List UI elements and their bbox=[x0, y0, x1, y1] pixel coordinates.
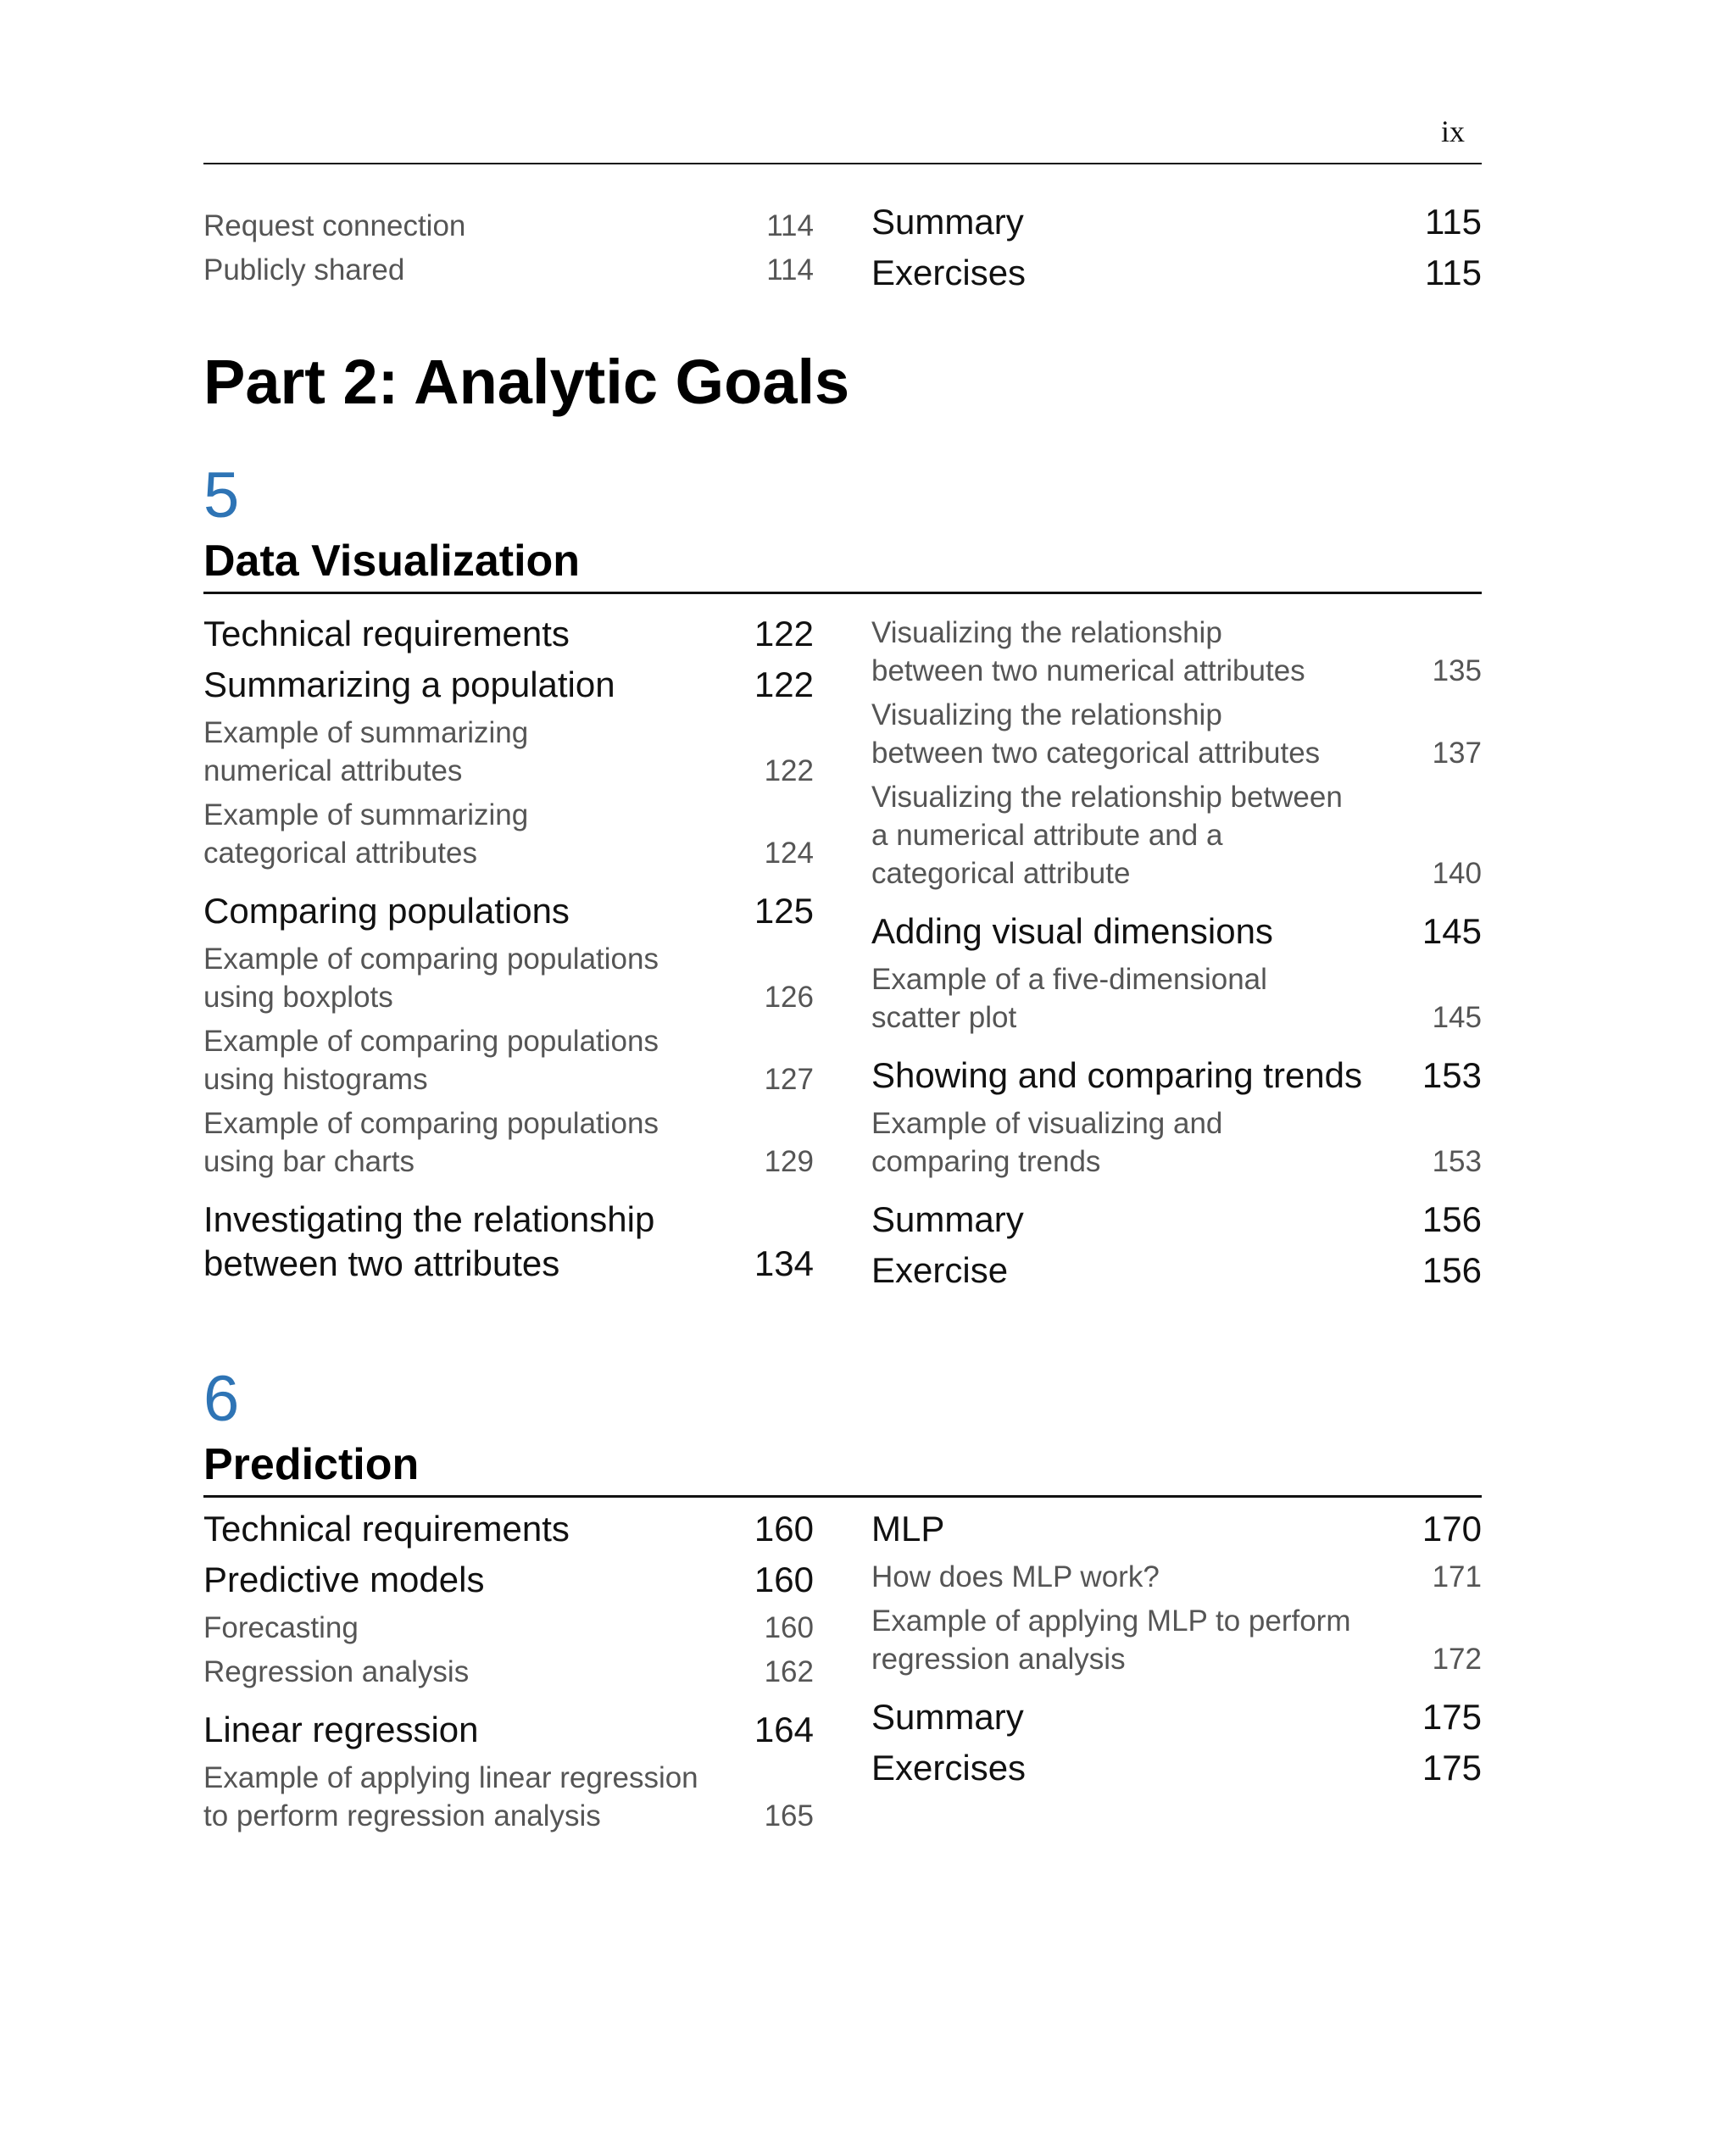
toc-entry-title: Visualizing the relationship between two categorical attributes bbox=[871, 698, 1321, 770]
toc-top-left bbox=[203, 207, 814, 295]
toc-entry bbox=[871, 200, 1482, 244]
part-title: Part 2: Analytic Goals bbox=[203, 347, 850, 417]
toc-entry bbox=[203, 251, 814, 289]
toc-entry bbox=[203, 940, 814, 1016]
toc-entry-page: 175 bbox=[1422, 1748, 1482, 1788]
toc-entry-title: Example of applying linear regression to perform regression analysis bbox=[203, 1761, 698, 1832]
toc-entry-page: 122 bbox=[754, 614, 814, 653]
toc-entry-page: 164 bbox=[754, 1710, 814, 1749]
chapter-6-toc-left bbox=[203, 1507, 814, 1841]
chapter-5-toc-left bbox=[203, 612, 814, 1293]
toc-entry-title: Exercise bbox=[871, 1250, 1009, 1290]
toc-entry-page: 145 bbox=[1432, 1001, 1482, 1034]
toc-entry-page: 153 bbox=[1422, 1055, 1482, 1095]
toc-entry-page: 122 bbox=[764, 754, 814, 787]
toc-entry-title: How does MLP work? bbox=[871, 1560, 1160, 1593]
toc-entry bbox=[203, 612, 814, 656]
toc-entry-title: Exercises bbox=[871, 253, 1027, 292]
toc-entry-title: Comparing populations bbox=[203, 891, 570, 931]
toc-entry-page: 140 bbox=[1432, 857, 1482, 890]
chapter-6-number: 6 bbox=[203, 1363, 240, 1435]
toc-entry-page: 126 bbox=[764, 981, 814, 1014]
toc-entry-page: 165 bbox=[764, 1799, 814, 1832]
toc-entry bbox=[203, 1507, 814, 1551]
toc-entry-title: Summarizing a population bbox=[203, 665, 615, 704]
toc-entry-page: 137 bbox=[1432, 737, 1482, 770]
toc-entry-page: 135 bbox=[1432, 654, 1482, 687]
toc-entry-page: 153 bbox=[1432, 1145, 1482, 1178]
toc-entry-title: Technical requirements bbox=[203, 614, 570, 653]
toc-entry-page: 175 bbox=[1422, 1697, 1482, 1737]
toc-entry-page: 124 bbox=[764, 837, 814, 870]
toc-entry-title: Visualizing the relationship between two numerical attributes bbox=[871, 616, 1305, 687]
toc-entry-title: Exercises bbox=[871, 1748, 1027, 1788]
toc-entry-page: 160 bbox=[754, 1560, 814, 1599]
toc-entry bbox=[203, 1708, 814, 1752]
toc-entry-title: Example of applying MLP to perform regression analysis bbox=[871, 1604, 1351, 1676]
toc-entry-title: MLP bbox=[871, 1509, 945, 1549]
toc-entry-page: 134 bbox=[754, 1243, 814, 1283]
toc-entry-title: Summary bbox=[871, 202, 1024, 242]
toc-entry bbox=[203, 1198, 814, 1286]
toc-entry-page: 162 bbox=[764, 1655, 814, 1688]
toc-entry-title: Showing and comparing trends bbox=[871, 1055, 1363, 1095]
toc-entry-page: 156 bbox=[1422, 1250, 1482, 1290]
toc-entry bbox=[871, 1054, 1482, 1098]
toc-entry bbox=[871, 1104, 1482, 1181]
toc-entry-page: 127 bbox=[764, 1063, 814, 1096]
toc-entry bbox=[871, 614, 1482, 690]
chapter-6-rule bbox=[203, 1495, 1482, 1498]
toc-entry bbox=[203, 1022, 814, 1098]
toc-entry bbox=[871, 778, 1482, 893]
toc-entry bbox=[871, 251, 1482, 295]
toc-entry-page: 115 bbox=[1425, 202, 1482, 242]
toc-entry bbox=[871, 1198, 1482, 1242]
toc-entry-title: Linear regression bbox=[203, 1710, 479, 1749]
toc-entry-page: 114 bbox=[766, 253, 814, 286]
toc-entry bbox=[871, 909, 1482, 954]
chapter-5-toc-right bbox=[871, 614, 1482, 1299]
toc-entry-page: 160 bbox=[754, 1509, 814, 1549]
toc-entry bbox=[871, 1507, 1482, 1551]
toc-entry-title: Publicly shared bbox=[203, 253, 405, 286]
toc-entry-page: 170 bbox=[1422, 1509, 1482, 1549]
toc-entry-page: 172 bbox=[1432, 1643, 1482, 1676]
toc-entry-page: 114 bbox=[766, 209, 814, 242]
toc-entry-page: 156 bbox=[1422, 1199, 1482, 1239]
page-number: ix bbox=[1440, 114, 1465, 148]
chapter-6-title: Prediction bbox=[203, 1440, 420, 1489]
toc-entry-page: 125 bbox=[754, 891, 814, 931]
toc-entry-title: Example of comparing populations using histograms bbox=[203, 1025, 659, 1096]
toc-entry-page: 115 bbox=[1425, 253, 1482, 292]
toc-entry-page: 122 bbox=[754, 665, 814, 704]
toc-entry bbox=[203, 714, 814, 790]
toc-entry-page: 129 bbox=[764, 1145, 814, 1178]
chapter-6-toc-right bbox=[871, 1507, 1482, 1797]
toc-entry-title: Forecasting bbox=[203, 1611, 359, 1644]
toc-entry bbox=[203, 1104, 814, 1181]
toc-entry-title: Summary bbox=[871, 1199, 1024, 1239]
toc-entry-title: Regression analysis bbox=[203, 1655, 470, 1688]
toc-entry-page: 160 bbox=[764, 1611, 814, 1644]
chapter-5-number: 5 bbox=[203, 459, 240, 531]
toc-entry-title: Example of comparing populations using bar charts bbox=[203, 1107, 659, 1178]
toc-entry-page: 145 bbox=[1422, 911, 1482, 951]
toc-entry-title: Example of visualizing and comparing trends bbox=[871, 1107, 1223, 1178]
toc-entry bbox=[871, 1602, 1482, 1678]
toc-entry-title: Investigating the relationship between two attributes bbox=[203, 1199, 655, 1283]
toc-top-right bbox=[871, 200, 1482, 302]
header-rule bbox=[203, 163, 1482, 164]
toc-entry bbox=[871, 1695, 1482, 1739]
toc-entry-title: Visualizing the relationship between a numerical attribute and a categorical attribute bbox=[871, 781, 1343, 890]
toc-entry bbox=[871, 1558, 1482, 1596]
toc-entry bbox=[871, 1746, 1482, 1790]
toc-entry bbox=[203, 663, 814, 707]
toc-entry bbox=[203, 1609, 814, 1647]
toc-entry bbox=[203, 796, 814, 872]
toc-entry-title: Example of summarizing numerical attributes bbox=[203, 716, 529, 787]
toc-entry bbox=[871, 1248, 1482, 1293]
toc-entry-title: Technical requirements bbox=[203, 1509, 570, 1549]
toc-entry-title: Example of summarizing categorical attributes bbox=[203, 798, 529, 870]
toc-entry bbox=[203, 1759, 814, 1835]
toc-entry bbox=[203, 889, 814, 933]
toc-entry-title: Example of comparing populations using boxplots bbox=[203, 943, 659, 1014]
chapter-5-rule bbox=[203, 592, 1482, 594]
toc-entry-title: Request connection bbox=[203, 209, 466, 242]
toc-entry-title: Summary bbox=[871, 1697, 1024, 1737]
chapter-5-title: Data Visualization bbox=[203, 537, 581, 586]
toc-entry-title: Adding visual dimensions bbox=[871, 911, 1273, 951]
toc-entry bbox=[203, 1653, 814, 1691]
toc-entry bbox=[203, 1558, 814, 1602]
toc-entry-title: Example of a five-dimensional scatter plot bbox=[871, 963, 1267, 1034]
toc-entry-page: 171 bbox=[1432, 1560, 1482, 1593]
toc-entry-title: Predictive models bbox=[203, 1560, 485, 1599]
toc-entry bbox=[203, 207, 814, 245]
toc-entry bbox=[871, 696, 1482, 772]
toc-entry bbox=[871, 960, 1482, 1037]
